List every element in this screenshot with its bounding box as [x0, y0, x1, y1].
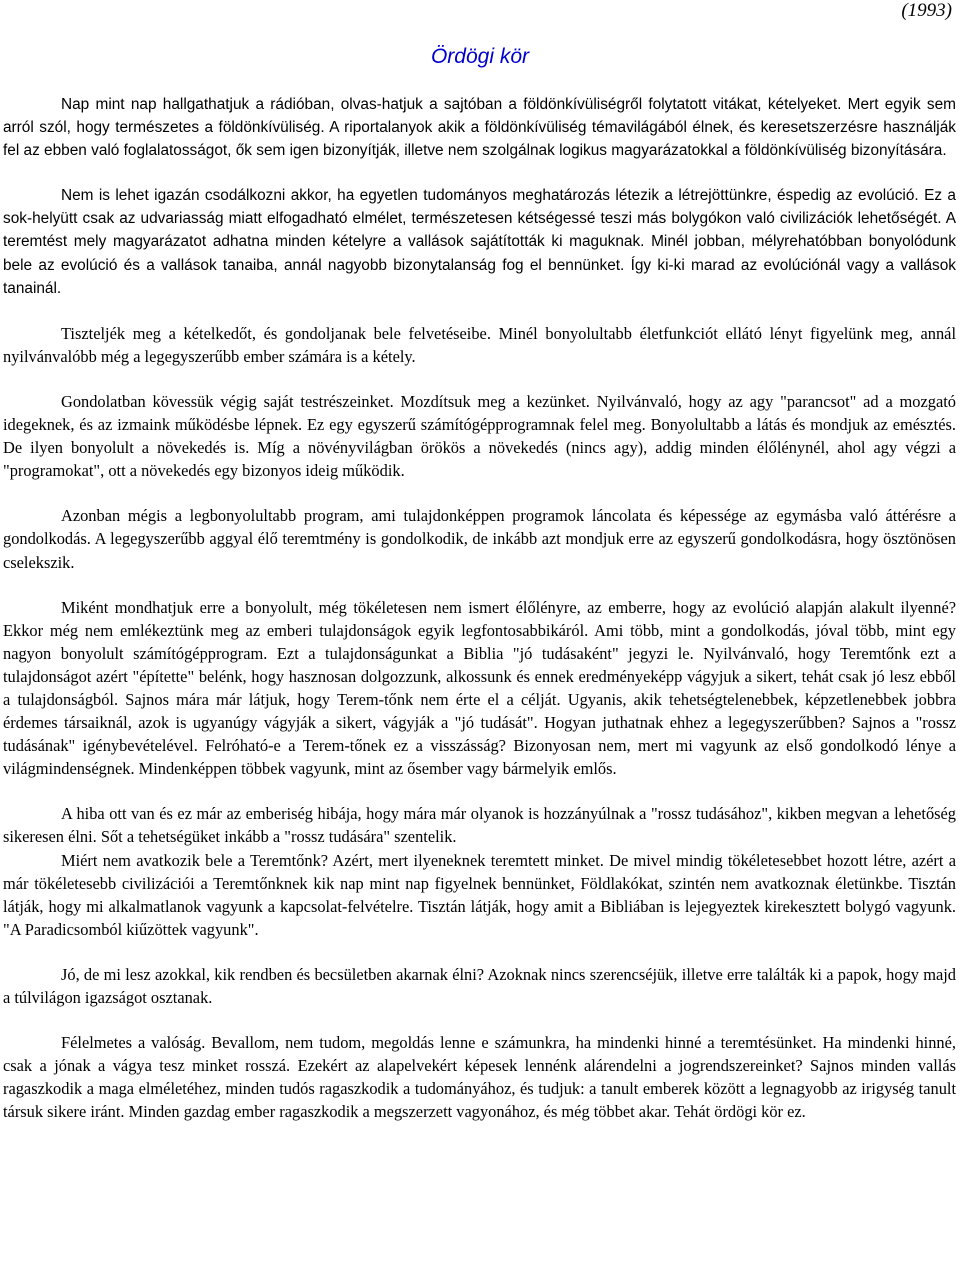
paragraph-4: Gondolatban kövessük végig saját testrészeinket. Mozdítsuk meg a kezünket. Nyilvánvaló, hogy az agy "parancsot" ad a mozgató idegeknek, és az izmaink működésbe lépnek. Ez egy egyszerű számítógépprogramnak felel meg. Bonyolultabb a látás és mondjuk az emésztés. De ilyen bonyolult a növekedés is. Míg a növényvilágban örökös a növekedés (nincs agy), addig minden élőlénynél, ahol agy végzi a "programokat", ott a növekedés egy bizonyos ideig működik.: [3, 391, 956, 481]
document-title: Ördögi kör: [430, 45, 530, 68]
paragraph-8: Miért nem avatkozik bele a Teremtőnk? Azért, mert ilyeneknek teremtett minket. De mivel mindig tökéletesebbet hozott létre, azért a már tökéletesebb civilizációi a Teremtőnknek kik nap mint nap figyelnek bennünket, Földlakókat, szintén nem avatkoznak életünkbe. Tisztán látják, hogy mi alkalmatlanok vagyunk a kapcsolat-felvételre. Tisztán látják, hogy amit a Bibliában is lejegyeztek kirekesztett bolygó vagyunk. "A Paradicsomból kiűzöttek vagyunk".: [3, 850, 956, 939]
paragraph-3: Tiszteljék meg a kételkedőt, és gondoljanak bele felvetéseibe. Minél bonyolultabb életfunkciót ellátó lényt figyelünk meg, annál nyilvánvalóbb még a legegyszerűbb ember számára is a kétely.: [3, 323, 956, 366]
paragraph-10: Félelmetes a valóság. Bevallom, nem tudom, megoldás lenne e számunkra, ha mindenki hinné a teremtésünket. Ha mindenki hinné, csak a jónak a vágya tesz minket rosszá. Ezekért az alapelvekért képesek lennénk alárendelni a jogrendszereinket? Sajnos minden vallás ragaszkodik a maga elméletéhez, minden tudós ragaszkodik a tudományához, és tudjuk: a tanult emberek között a legnagyobb az irigység tanult társuk sikere iránt. Minden gazdag ember ragaszkodik a megszerzett vagyonához, és még többet akar. Tehát ördögi kör ez.: [3, 1033, 956, 1122]
paragraph-5: Azonban mégis a legbonyolultabb program, ami tulajdonképpen programok láncolata és képessége az egymásba való áttérésre a gondolkodás. A legegyszerűbb aggyal élő teremtmény is gondolkodik, de inkább azt mondjuk erre az egyszerű gondolkodásra, hogy ösztönösen cselekszik.: [3, 506, 956, 572]
paragraph-9: Jó, de mi lesz azokkal, kik rendben és becsületben akarnak élni? Azoknak nincs szerencséjük, illetve erre találták ki a papok, hogy majd a túlvilágon igazságot osztanak.: [3, 964, 956, 1007]
document-year: (1993): [901, 0, 952, 21]
paragraph-2: Nem is lehet igazán csodálkozni akkor, ha egyetlen tudományos meghatározás létezik a létrejöttünkre, éspedig az evolúció. Ez a sok-helyütt csak az udvariasság miatt elfogadható elmélet, természetesen kétségessé teszi más bolygókon való civilizációk lehetőségét. A teremtést mely magyarázatot adhatna minden kételyre a vallások sajátították ki maguknak. Minél jobban, mélyrehatóbban bonyolódunk bele az evolúció és a vallások tanaiba, annál nagyobb bizonytalanság fog el bennünket. Így ki-ki marad az evolúciónál vagy a vallások tanainál.: [3, 187, 956, 297]
paragraph-6: Miként mondhatjuk erre a bonyolult, még tökéletesen nem ismert élőlényre, az emberre, hogy az evolúció alapján alakult ilyenné? Ekkor még nem emlékeztünk meg az emberi tulajdonságok egyik legfontosabbikáról. Ami több, mint a gondolkodás, jóval több, mint egy nagyon bonyolult számítógépprogram. Ezt a tulajdonságunkat a Biblia "jó tudásaként" jegyzi le. Nyilvánvaló, hogy Teremtőnk ezt a tulajdonságot azért "építette" belénk, hogy hasznosan dolgozzunk, alkossunk és ennek eredményeképp vágyjuk a sikert, tehát csak jó lesz ebből a tulajdonságból. Sajnos mára már látjuk, hogy Terem-tőnk nem érte el a célját. Ugyanis, akik tehetségtelenebbek, képzetlenebbek jobbra érdemes társaiknál, azok is ugyanúgy vágyják a sikert, vágyják a "jó tudását". Hogyan juthatnak ehhez a legegyszerűbben? Sajnos a "rossz tudásának" igénybevételével. Felróható-e a Terem-tőnek ez a visszásság? Bizonyosan nem, mert mi vagyunk az első gondolkodó lénye a világmindenségnek. Mindenképpen többek vagyunk, mint az ősember vagy bármelyik emlős.: [3, 597, 956, 779]
paragraph-1: Nap mint nap hallgathatjuk a rádióban, olvas-hatjuk a sajtóban a földönkívüliségről folytatott vitákat, kételyeket. Mert egyik sem arról szól, hogy természetes a földönkívüliség. A riportalanyok akik a földönkívüliség témavilágából élnek, és keresetszerzésre használják fel az ebben való foglalatosságot, ők sem igen bizonyítják, illetve nem szolgálnak logikus magyarázatokkal a földönkívüliség bizonyítására.: [3, 96, 956, 160]
paragraph-7: A hiba ott van és ez már az emberiség hibája, hogy mára már olyanok is hozzányúlnak a "rossz tudásához", kikben megvan a lehetőség sikeresen élni. Sőt a tehetségüket inkább a "rossz tudására" szentelik.: [3, 804, 956, 847]
document-body: [3, 93, 956, 1145]
